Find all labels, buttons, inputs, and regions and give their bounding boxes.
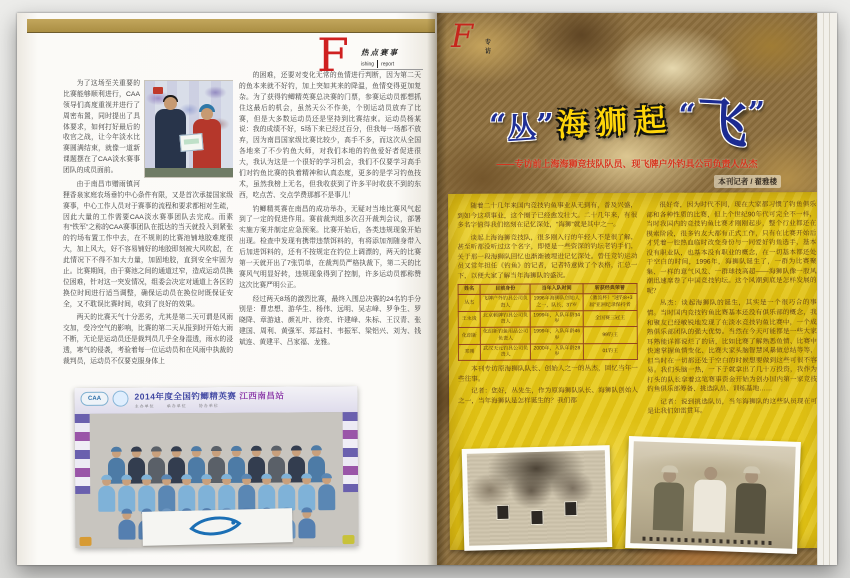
award-photo <box>145 81 233 177</box>
banner-title <box>134 390 284 403</box>
section-subtitle <box>361 60 399 68</box>
award-plaque <box>496 505 509 520</box>
divider-bar <box>377 60 378 68</box>
right-section-label: 专访 <box>485 40 492 55</box>
cell-joined: 1999年，入队年龄46岁 <box>531 327 583 344</box>
photo-content <box>630 441 795 549</box>
paragraph: 的困难，还要对变化无常的鱼情进行判断，因为第二天的鱼本来就不好钓，加上突如其来的降温，鱼情变得更加复杂。为了获得钓鲫精英赛总决赛的门票，参赛运动员都想抓住这最后的机会，虽然天公不作美，个别运动员放弃了比赛，但是大多数运动员还是坚持到比赛结束。运动员杨某说：我的成绩不好，5场下来已经过百分，但我每一场都不放弃，因为南昌国家级比赛比较少，高手不多，而这次从全国各地来了不少钓鱼大师，对我们本地的钓鱼爱好者促进很大，我认为这是一个很好的学习机会，我们不仅要学习高手们对钓鱼比赛的执着精神和认真态度，更多的是学习钓鱼技术，虽然我榜上无名，但我收获到了许多平时收获不到的东西，吃点苦、交点学费那都不是事儿！ <box>239 72 421 199</box>
paragraph: 丛杰：谈起海狮队的诞生，其实是一个很巧合的事情。当时国内竞技钓鱼比赛基本还没有俱乐部的概念，我和聚友已经敏锐地发现了在淡水竞技钓鱼比赛中，一个成熟俱乐部团队的强大优势。当然在今天可能都是一些大家耳熟能详都说烂了的话，比如比赛了解熟悉鱼情、比赛中快速掌握鱼情变化、比赛大家头脑智慧风暴做总结等等，但当时在一切都还处于空白的时候想要做到这些可很不容易。我们头脑一热，一下子就拿出了几十万投资，我作为打头的队长拿着这笔赛事资金开始为创办国内第一家竞技钓鱼俱乐部筹备、挑选队员、训练基地…… <box>646 299 817 394</box>
ground <box>145 168 233 177</box>
person-figure <box>735 483 767 534</box>
head <box>201 108 213 120</box>
paragraph: 记者：说到挑选队员，当年海狮队的这些队员现在可是让我们如雷贯耳。 <box>647 397 817 416</box>
masthead-text <box>361 47 399 68</box>
cell-role: 北京顿牌钓具公司负责人 <box>480 311 530 328</box>
sponsor-strip-right <box>343 412 359 493</box>
paragraph: 钓鲫精英赛在南昌的成功举办，无疑对当地比赛风气起到了一定的促进作用。赛前裁判组多次召开裁判会议，部署实施方案并制定应急预案。比赛开始后，各类违规现象开始出现。检查中发现有携带违禁饵料的，有将添加剂随身带入后加进饵料的，还有不按规定在钓位上调漂的，两天的比赛第一天就开出了7张罚单，在裁判员严格执裁下，第二天的比赛风气明显好转，违规现象得到了控制，许多运动员都称赞这次比赛严明公正。 <box>239 205 421 289</box>
fish-logo <box>112 391 128 407</box>
person-figure <box>653 482 685 531</box>
table-row <box>458 343 637 360</box>
paragraph: 两天的比赛天气十分恶劣，尤其是第二天可谓是风雨交加，受冷空气的影响，比赛的第二天从报到时开始大雨不断，无论是运动员还是裁判员几乎全身湿透，雨水的浸透，寒气的侵袭，考验着每一位运动员和在风雨中执裁的裁判员，运动员不仅要克服身体上 <box>63 314 233 365</box>
cell-name: 邓刚 <box>458 344 480 361</box>
left-column-2 <box>239 71 421 385</box>
cell-joined: 1999年，入队年龄34岁 <box>531 310 583 327</box>
event-banner <box>74 386 357 415</box>
paragraph: 本刊专访原海狮队队长、创始人之一的丛杰，回忆当年一些往事。 <box>458 365 639 383</box>
col-header: 当年入队时间 <box>530 284 582 294</box>
paragraph: 很好奇，因为时代不同，现在大家都习惯了钓鱼俱乐部和各种性质的比赛，但上个世纪90年代可完全不一样，当时我国内的竞技钓鱼比赛才刚刚起步，整个行业都还在摸索阶段，很多钓友大都有正式工作，只有在比赛开始后才凭着一腔热血临时改变身份与一同爱好钓鱼选手，基本没有职业队，也基本没有职业的概念，在一切基本都还处于空白的时间，1996年，海狮队诞生了，一群为比赛聚集、一样的意气风发、一群球技高超——海狮队像一股风潮迅速席卷了中国竞技钓坛。这个风潮到底是怎样发展的呢？ <box>646 201 817 295</box>
article-title <box>437 75 817 156</box>
yellow-column-left <box>457 201 638 448</box>
bucket <box>342 535 354 544</box>
paragraph: 由于南昌市赠雨镇河狸香泉家庭农场垂钓中心条件有限，又是首次承接国家级赛事，中心工作人员对于赛事的流程和要求都相对生疏，因此大量的工作需要CAA淡水赛事团队去完成。而素有“铁军”之称的CAA赛事团队在抵达的当天就投入到紧张的钓场布置工作中去，在不规则的比赛池铺地胶难度很大，加上风大，好不容易铺好的地胶即刻被大风吹起，在此情况下不得不加大力量，加固地胶，直到安全牢固为止。比赛期间，由于赛池之间的通道过窄，造成运动员换位困难，针对这一突发情况，组委会决定对通道上各区的换位时间进行适当调整，确保运动员在换位时既保证安全，又不耽误比赛时间，收到了良好的效果。 <box>63 180 233 308</box>
masthead-script-letter: F <box>451 17 474 55</box>
left-column-1 <box>63 79 233 385</box>
table-row <box>458 310 637 327</box>
masthead-letter: F <box>317 28 349 82</box>
book-spine <box>427 13 447 565</box>
title-quote: ” <box>536 108 554 143</box>
group-photo <box>74 386 358 548</box>
cell-name: 化绍新 <box>458 327 480 344</box>
cell-role: 化绍新钓鱼用品公司负责人 <box>480 327 530 344</box>
old-photo-awards <box>462 445 613 551</box>
paragraph: 随着二十几年来国内竞技钓鱼事业从无到有，普及兴盛，到如今这项事业，这个圈子已经愈发壮大。二十几年来，有很多名字值得我们铭刻在记忆深处，“海狮”就是其中之一。 <box>457 201 638 230</box>
cell-name: 丛杰 <box>458 294 480 311</box>
section-title: 热点赛事 <box>361 48 399 57</box>
col-header: 姓名 <box>458 285 480 295</box>
organizer-label: 承办单位 <box>166 403 187 409</box>
top-gold-band <box>27 19 435 33</box>
paragraph: 经过两天8场的激烈比赛，最终入围总决赛的24名钓手分别是：曹忠想、游华生、杨伟、远明、吴志峰、罗争生、罗晓降、章游迪、颜礼叶、徐亮、许建峰、朱标、王汉青、张建国、周利、黄强军、郑益村、韦振军、梁铝兴、刘为、钱斌连、黄建平、吕家福、龙雅。 <box>239 295 421 346</box>
right-masthead <box>451 17 492 55</box>
photo-backdrop <box>75 412 359 548</box>
certificate <box>179 133 203 152</box>
title-quote: “ <box>488 108 507 143</box>
yellow-column-right <box>646 200 817 441</box>
fish-icon <box>187 513 248 540</box>
left-page <box>17 13 437 565</box>
col-header: 斩获经典荣誉 <box>583 284 637 294</box>
page-edge-right <box>817 13 837 565</box>
title-char-fei: 飞 <box>693 91 750 156</box>
cell-honors: 01钓王 <box>583 343 637 360</box>
person-figure <box>693 479 727 532</box>
cell-honors: 全国赛三冠王 <box>583 310 637 327</box>
award-plaque <box>530 510 543 525</box>
bucket <box>79 537 91 546</box>
head <box>164 97 177 110</box>
club-flag <box>142 508 293 546</box>
section-subtitle-left: ishing <box>361 61 375 68</box>
masthead-rule <box>361 69 423 70</box>
right-page <box>437 13 817 565</box>
table-row <box>458 294 637 311</box>
paragraph: 为了这场至关重要的比赛能够顺利进行，CAA领导们高度重视并进行了周密布置，同时提出了具体要求，如何打好最后的收官之战，让今年淡水比赛圆满结束，就像一道新课题摆在了CAA淡水赛事团队的成员面前。 <box>63 80 140 174</box>
title-middle: 海狮起 <box>556 101 676 144</box>
cell-role: 飞牌户外钓具公司负责人 <box>480 294 530 311</box>
organizer-label: 主办单位 <box>134 403 155 409</box>
team-roster-table <box>458 283 638 361</box>
photo-content <box>467 450 607 546</box>
section-subtitle-right: report <box>381 61 395 68</box>
sponsor-logo-red <box>153 87 163 94</box>
sponsor-strip-left <box>75 414 91 495</box>
byline: 本刊记者 / 翟雅楼 <box>714 175 781 188</box>
cell-joined: 2000年，入队年龄28岁 <box>531 343 583 360</box>
cell-role: 武汉天元钓具公司负责人 <box>480 344 530 361</box>
title-quote: “ <box>678 98 696 133</box>
old-photo-group <box>625 436 801 554</box>
cell-name: 王永贵 <box>458 311 480 328</box>
cell-joined: 1996年海狮队创始人之一，队长，37岁 <box>530 294 582 311</box>
award-plaque <box>564 501 577 516</box>
banner-site-text: 江西南昌站 <box>239 390 285 401</box>
caa-logo: CAA <box>80 392 108 406</box>
paragraph: 记者：您好，丛先生，作为原海狮队队长、海狮队创始人之一，当年海狮队是怎样诞生的？我们都 <box>458 387 639 405</box>
title-quote: ” <box>747 96 766 131</box>
article-subtitle: ——专访前上海海狮竞技队队员、现飞牌户外钓具公司负责人丛杰 <box>496 159 758 169</box>
banner-organizers <box>135 403 229 410</box>
title-char-cong: 丛 <box>505 111 538 147</box>
magazine-spread <box>17 13 837 565</box>
paragraph: 谈起上海海狮竞技队，很多刚入行的年轻人不是很了解，甚至听都没听过这个名字，即使是一些资深的钓坛老钓手们，关于那一段海狮队回忆也渐渐被埋进记忆深处。曾任竞钓运动员又常年担任《钓鱼》的记者，记者特意做了个表格，汇总一下，以便大家了解当年海狮队的盛况。 <box>457 233 638 280</box>
cell-honors: （激流杯）“速钓8+3届”亚洲纪录保持者 <box>583 294 637 311</box>
table-row <box>458 327 637 344</box>
col-header: 目前身份 <box>480 284 530 294</box>
cell-honors: 99钓王 <box>583 327 637 344</box>
banner-title-text: 2014年度全国钓鲫精英赛 <box>134 390 237 402</box>
organizer-label: 协办单位 <box>198 402 219 409</box>
photo-caption-marks <box>642 537 772 546</box>
